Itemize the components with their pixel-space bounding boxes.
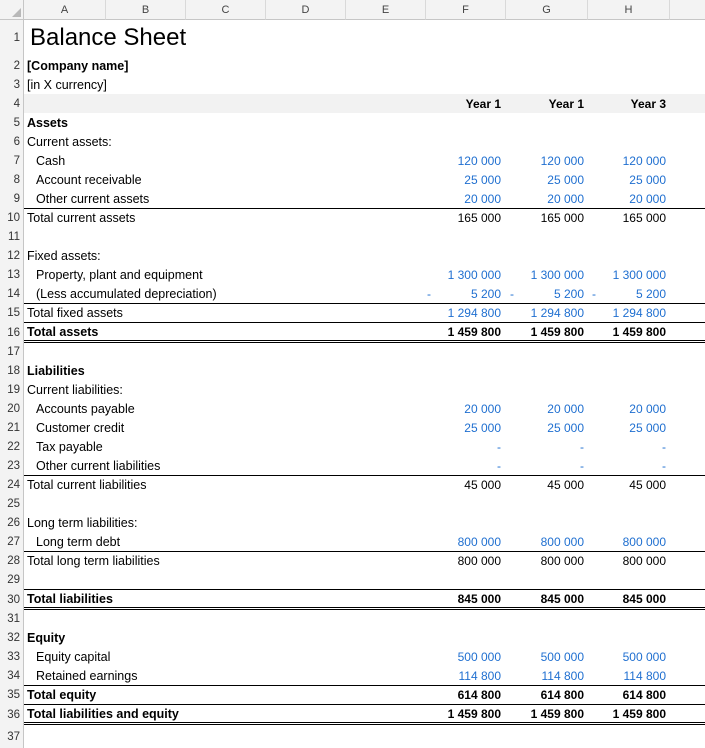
row-header-31[interactable]: 31	[0, 610, 24, 628]
row-header-22[interactable]: 22	[0, 437, 24, 456]
row-header-11[interactable]: 11	[0, 227, 24, 246]
accounts-payable-h[interactable]: 20 000	[629, 401, 666, 416]
column-header-blank	[670, 0, 705, 20]
row-23	[24, 456, 705, 475]
select-all-corner[interactable]	[0, 0, 24, 20]
row-33	[24, 647, 705, 666]
total-equity-f[interactable]: 614 800	[457, 688, 501, 702]
row-header-36[interactable]: 36	[0, 704, 24, 725]
row-34	[24, 666, 705, 685]
total-equity-g[interactable]: 614 800	[540, 688, 584, 702]
retained-g[interactable]: 114 800	[541, 668, 584, 683]
ppe-f[interactable]: 1 300 000	[447, 267, 501, 282]
total-current-f[interactable]: 165 000	[457, 211, 501, 225]
column-header-c[interactable]: C	[186, 0, 266, 20]
row-header-8[interactable]: 8	[0, 170, 24, 189]
row-18	[24, 361, 705, 380]
row-header-14[interactable]: 14	[0, 284, 24, 303]
total-equity-label[interactable]: Total equity	[27, 688, 97, 702]
row-header-2[interactable]: 2	[0, 56, 24, 75]
row-header-17[interactable]: 17	[0, 343, 24, 361]
row-12	[24, 246, 705, 265]
depreciation-sign-f: -	[427, 286, 431, 301]
total-fixed-g[interactable]: 1 294 800	[530, 306, 584, 320]
row-header-24[interactable]: 24	[0, 475, 24, 494]
row-header-28[interactable]: 28	[0, 551, 24, 570]
total-liab-equity-h[interactable]: 1 459 800	[612, 706, 666, 721]
row-header-12[interactable]: 12	[0, 246, 24, 265]
year-header-f[interactable]: Year 1	[465, 96, 501, 111]
row-header-1[interactable]: 1	[0, 20, 24, 56]
depreciation-g[interactable]: 5 200	[553, 286, 584, 301]
cash-h[interactable]: 120 000	[622, 153, 666, 168]
total-current-liab-h[interactable]: 45 000	[629, 478, 666, 492]
long-term-label[interactable]: Long term liabilities:	[27, 515, 138, 530]
total-liab-equity-f[interactable]: 1 459 800	[447, 706, 501, 721]
equity-heading[interactable]: Equity	[27, 630, 66, 645]
total-liabilities-g[interactable]: 845 000	[540, 591, 584, 606]
depreciation-f[interactable]: 5 200	[470, 286, 501, 301]
other-current-liab-f[interactable]: -	[497, 458, 501, 473]
row-22	[24, 437, 705, 456]
column-header-h[interactable]: H	[588, 0, 670, 20]
row-30	[24, 589, 705, 610]
row-10	[24, 208, 705, 227]
row-header-27[interactable]: 27	[0, 532, 24, 551]
equity-capital-label[interactable]: Equity capital	[36, 649, 111, 664]
accounts-payable-label[interactable]: Accounts payable	[36, 401, 135, 416]
receivable-label[interactable]: Account receivable	[36, 172, 142, 187]
row-header-30[interactable]: 30	[0, 589, 24, 610]
other-current-liab-g[interactable]: -	[580, 458, 584, 473]
row-header-35[interactable]: 35	[0, 685, 24, 704]
accounts-payable-g[interactable]: 20 000	[547, 401, 584, 416]
row-header-10[interactable]: 10	[0, 208, 24, 227]
row-6	[24, 132, 705, 151]
equity-capital-f[interactable]: 500 000	[457, 649, 501, 664]
ppe-label[interactable]: Property, plant and equipment	[36, 267, 203, 282]
retained-f[interactable]: 114 800	[458, 668, 501, 683]
row-1	[24, 20, 705, 56]
other-current-f[interactable]: 20 000	[464, 191, 501, 206]
equity-capital-h[interactable]: 500 000	[622, 649, 666, 664]
total-current-g[interactable]: 165 000	[540, 211, 584, 225]
row-20	[24, 399, 705, 418]
total-equity-h[interactable]: 614 800	[622, 688, 666, 702]
row-header-26[interactable]: 26	[0, 513, 24, 532]
accounts-payable-f[interactable]: 20 000	[464, 401, 501, 416]
row-24	[24, 475, 705, 494]
row-9	[24, 189, 705, 208]
total-liabilities-f[interactable]: 845 000	[457, 591, 501, 606]
long-term-debt-f[interactable]: 800 000	[457, 534, 501, 549]
other-current-g[interactable]: 20 000	[547, 191, 584, 206]
depreciation-sign-h: -	[592, 286, 596, 301]
row-header-18[interactable]: 18	[0, 361, 24, 380]
customer-credit-g[interactable]: 25 000	[547, 420, 584, 435]
receivable-f[interactable]: 25 000	[464, 172, 501, 187]
receivable-g[interactable]: 25 000	[547, 172, 584, 187]
current-liabilities-label[interactable]: Current liabilities:	[27, 382, 123, 397]
customer-credit-h[interactable]: 25 000	[629, 420, 666, 435]
row-header-4[interactable]: 4	[0, 94, 24, 113]
row-header-9[interactable]: 9	[0, 189, 24, 208]
total-current-liab-g[interactable]: 45 000	[547, 478, 584, 492]
year-header-h[interactable]: Year 3	[630, 96, 666, 111]
total-liabilities-label[interactable]: Total liabilities	[27, 591, 113, 606]
row-header-34[interactable]: 34	[0, 666, 24, 685]
row-3	[24, 75, 705, 94]
ppe-h[interactable]: 1 300 000	[612, 267, 666, 282]
row-27	[24, 532, 705, 551]
row-32	[24, 628, 705, 647]
column-header-b[interactable]: B	[106, 0, 186, 20]
total-current-liab-f[interactable]: 45 000	[464, 478, 501, 492]
column-header-e[interactable]: E	[346, 0, 426, 20]
row-header-37[interactable]: 37	[0, 725, 24, 748]
total-assets-label[interactable]: Total assets	[27, 324, 99, 339]
tax-payable-g[interactable]: -	[580, 439, 584, 454]
customer-credit-f[interactable]: 25 000	[464, 420, 501, 435]
row-header-32[interactable]: 32	[0, 628, 24, 647]
total-fixed-f[interactable]: 1 294 800	[447, 306, 501, 320]
row-8	[24, 170, 705, 189]
customer-credit-label[interactable]: Customer credit	[36, 420, 125, 435]
row-header-7[interactable]: 7	[0, 151, 24, 170]
row-header-19[interactable]: 19	[0, 380, 24, 399]
currency-note[interactable]: [in X currency]	[27, 77, 107, 92]
cash-f[interactable]: 120 000	[457, 153, 501, 168]
row-13	[24, 265, 705, 284]
row-36	[24, 704, 705, 725]
column-header-a[interactable]: A	[24, 0, 106, 20]
total-current-liab-label[interactable]: Total current liabilities	[27, 478, 147, 492]
total-long-term-label[interactable]: Total long term liabilities	[27, 554, 160, 568]
total-liab-equity-label[interactable]: Total liabilities and equity	[27, 706, 179, 721]
row-header-29[interactable]: 29	[0, 570, 24, 589]
other-current-h[interactable]: 20 000	[629, 191, 666, 206]
row-16	[24, 322, 705, 343]
total-assets-g[interactable]: 1 459 800	[530, 324, 584, 339]
fixed-assets-label[interactable]: Fixed assets:	[27, 248, 101, 263]
depreciation-h[interactable]: 5 200	[635, 286, 666, 301]
cash-label[interactable]: Cash	[36, 153, 66, 168]
row-35	[24, 685, 705, 704]
company-name[interactable]: [Company name]	[27, 58, 129, 73]
row-header-6[interactable]: 6	[0, 132, 24, 151]
other-current-liab-label[interactable]: Other current liabilities	[36, 458, 161, 473]
row-15	[24, 303, 705, 322]
depreciation-label[interactable]: (Less accumulated depreciation)	[36, 286, 217, 301]
ppe-g[interactable]: 1 300 000	[530, 267, 584, 282]
column-header-d[interactable]: D	[266, 0, 346, 20]
other-current-label[interactable]: Other current assets	[36, 191, 150, 206]
tax-payable-h[interactable]: -	[662, 439, 666, 454]
total-long-term-h[interactable]: 800 000	[622, 554, 666, 568]
row-header-13[interactable]: 13	[0, 265, 24, 284]
row-header-21[interactable]: 21	[0, 418, 24, 437]
row-19	[24, 380, 705, 399]
row-header-16[interactable]: 16	[0, 322, 24, 343]
total-fixed-h[interactable]: 1 294 800	[612, 306, 666, 320]
row-header-3[interactable]: 3	[0, 75, 24, 94]
select-all-icon	[12, 8, 21, 17]
row-header-33[interactable]: 33	[0, 647, 24, 666]
total-fixed-label[interactable]: Total fixed assets	[27, 306, 123, 320]
total-liab-equity-g[interactable]: 1 459 800	[530, 706, 584, 721]
long-term-debt-label[interactable]: Long term debt	[36, 534, 121, 549]
other-current-liab-h[interactable]: -	[662, 458, 666, 473]
depreciation-sign-g: -	[510, 286, 514, 301]
assets-heading[interactable]: Assets	[27, 115, 68, 130]
column-header-f[interactable]: F	[426, 0, 506, 20]
current-assets-label[interactable]: Current assets:	[27, 134, 112, 149]
row-26	[24, 513, 705, 532]
total-current-h[interactable]: 165 000	[622, 211, 666, 225]
long-term-debt-g[interactable]: 800 000	[540, 534, 584, 549]
sheet-title[interactable]: Balance Sheet	[30, 24, 187, 51]
tax-payable-label[interactable]: Tax payable	[36, 439, 103, 454]
total-current-label[interactable]: Total current assets	[27, 211, 136, 225]
row-header-23[interactable]: 23	[0, 456, 24, 475]
liabilities-heading[interactable]: Liabilities	[27, 363, 85, 378]
row-5	[24, 113, 705, 132]
cash-g[interactable]: 120 000	[540, 153, 584, 168]
column-header-g[interactable]: G	[506, 0, 588, 20]
total-liabilities-h[interactable]: 845 000	[622, 591, 666, 606]
retained-label[interactable]: Retained earnings	[36, 668, 138, 683]
row-header-20[interactable]: 20	[0, 399, 24, 418]
row-header-5[interactable]: 5	[0, 113, 24, 132]
retained-h[interactable]: 114 800	[623, 668, 666, 683]
year-header-g[interactable]: Year 1	[548, 96, 584, 111]
row-4-year-header	[24, 94, 705, 113]
total-long-term-g[interactable]: 800 000	[540, 554, 584, 568]
long-term-debt-h[interactable]: 800 000	[622, 534, 666, 549]
row-2	[24, 56, 705, 75]
tax-payable-f[interactable]: -	[497, 439, 501, 454]
row-header-25[interactable]: 25	[0, 494, 24, 513]
row-21	[24, 418, 705, 437]
equity-capital-g[interactable]: 500 000	[540, 649, 584, 664]
row-28	[24, 551, 705, 570]
row-14	[24, 284, 705, 303]
total-assets-f[interactable]: 1 459 800	[447, 324, 501, 339]
row-header-15[interactable]: 15	[0, 303, 24, 322]
row-7	[24, 151, 705, 170]
total-assets-h[interactable]: 1 459 800	[612, 324, 666, 339]
receivable-h[interactable]: 25 000	[629, 172, 666, 187]
total-long-term-f[interactable]: 800 000	[457, 554, 501, 568]
